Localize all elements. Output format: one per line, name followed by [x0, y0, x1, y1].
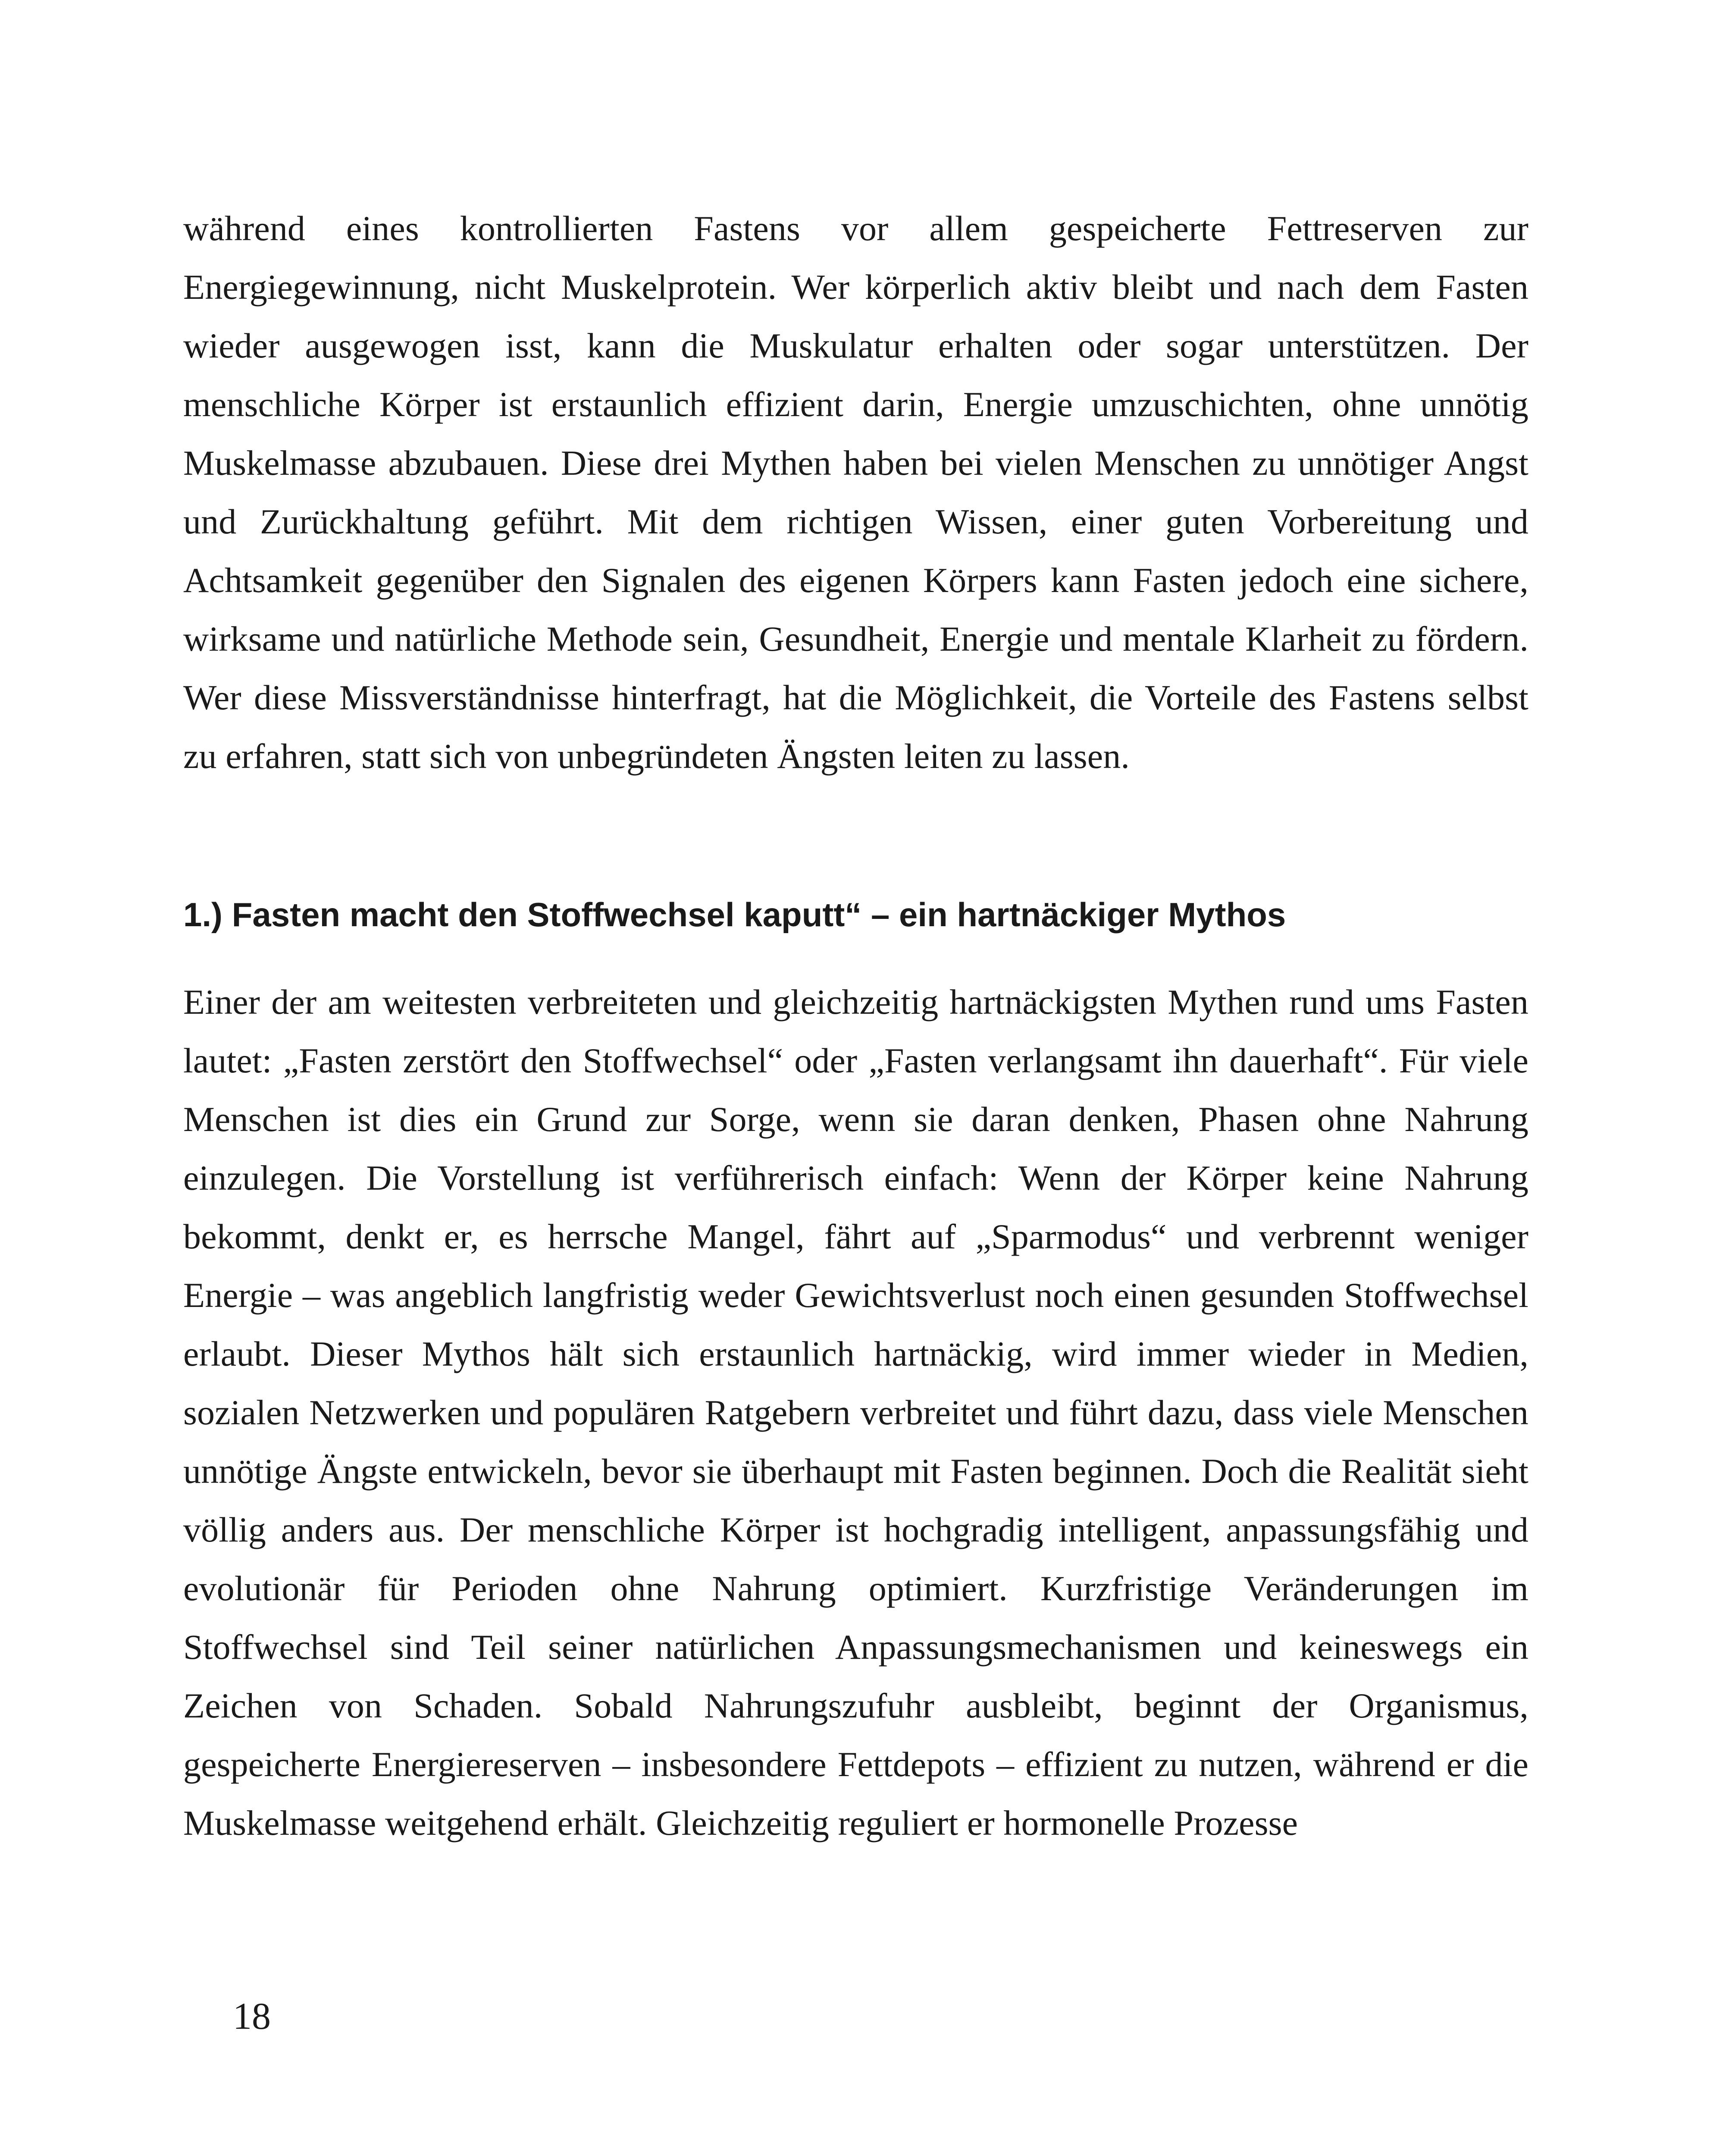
body-paragraph-continued: während eines kontrollierten Fastens vor allem gespeicherte Fettreserven zur Energiegewinnung, nicht Muskelprotein. Wer körperlich aktiv bleibt und nach dem Fasten wieder ausgewogen isst, kann die Muskulatur erhalten oder sogar unterstützen. Der menschliche Körper ist erstaunlich effizient darin, Energie umzuschichten, ohne unnötig Muskelmasse abzubauen. Diese drei Mythen haben bei vielen Menschen zu unnötiger Angst und Zurückhaltung geführt. Mit dem richtigen Wissen, einer guten Vorbereitung und Achtsamkeit gegenüber den Signalen des eigenen Körpers kann Fasten jedoch eine sichere, wirksame und natürliche Methode sein, Gesundheit, Energie und mentale Klarheit zu fördern. Wer diese Missverständnisse hinterfragt, hat die Möglichkeit, die Vorteile des Fastens selbst zu erfahren, statt sich von unbegründeten Ängsten leiten zu lassen.	[183, 209, 1528, 776]
body-paragraph: Einer der am weitesten verbreiteten und gleichzeitig hartnäckigsten Mythen rund ums Fasten lautet: „Fasten zerstört den Stoffwechsel“ oder „Fasten verlangsamt ihn dauerhaft“. Für viele Menschen ist dies ein Grund zur Sorge, wenn sie daran denken, Phasen ohne Nahrung einzulegen. Die Vorstellung ist verführerisch einfach: Wenn der Körper keine Nahrung bekommt, denkt er, es herrsche Mangel, fährt auf „Sparmodus“ und verbrennt weniger Energie – was angeblich langfristig weder Gewichtsverlust noch einen gesunden Stoffwechsel erlaubt. Dieser Mythos hält sich erstaunlich hartnäckig, wird immer wieder in Medien, sozialen Netzwerken und populären Ratgebern verbreitet und führt dazu, dass viele Menschen unnötige Ängste entwickeln, bevor sie überhaupt mit Fasten beginnen. Doch die Realität sieht völlig anders aus. Der menschliche Körper ist hochgradig intelligent, anpassungsfähig und evolutionär für Perioden ohne Nahrung optimiert. Kurzfristige Veränderungen im Stoffwechsel sind Teil seiner natürlichen Anpassungsmechanismen und keineswegs ein Zeichen von Schaden. Sobald Nahrungszufuhr ausbleibt, beginnt der Organismus, gespeicherte Energiereserven – insbesondere Fettdepots – effizient zu nutzen, während er die Muskelmasse weitgehend erhält. Gleichzeitig reguliert er hormonelle Prozesse	[183, 982, 1528, 1843]
page-number: 18	[233, 1996, 271, 2037]
section-heading: 1.) Fasten macht den Stoffwechsel kaputt“ – ein hartnäckiger Mythos	[183, 896, 1286, 934]
